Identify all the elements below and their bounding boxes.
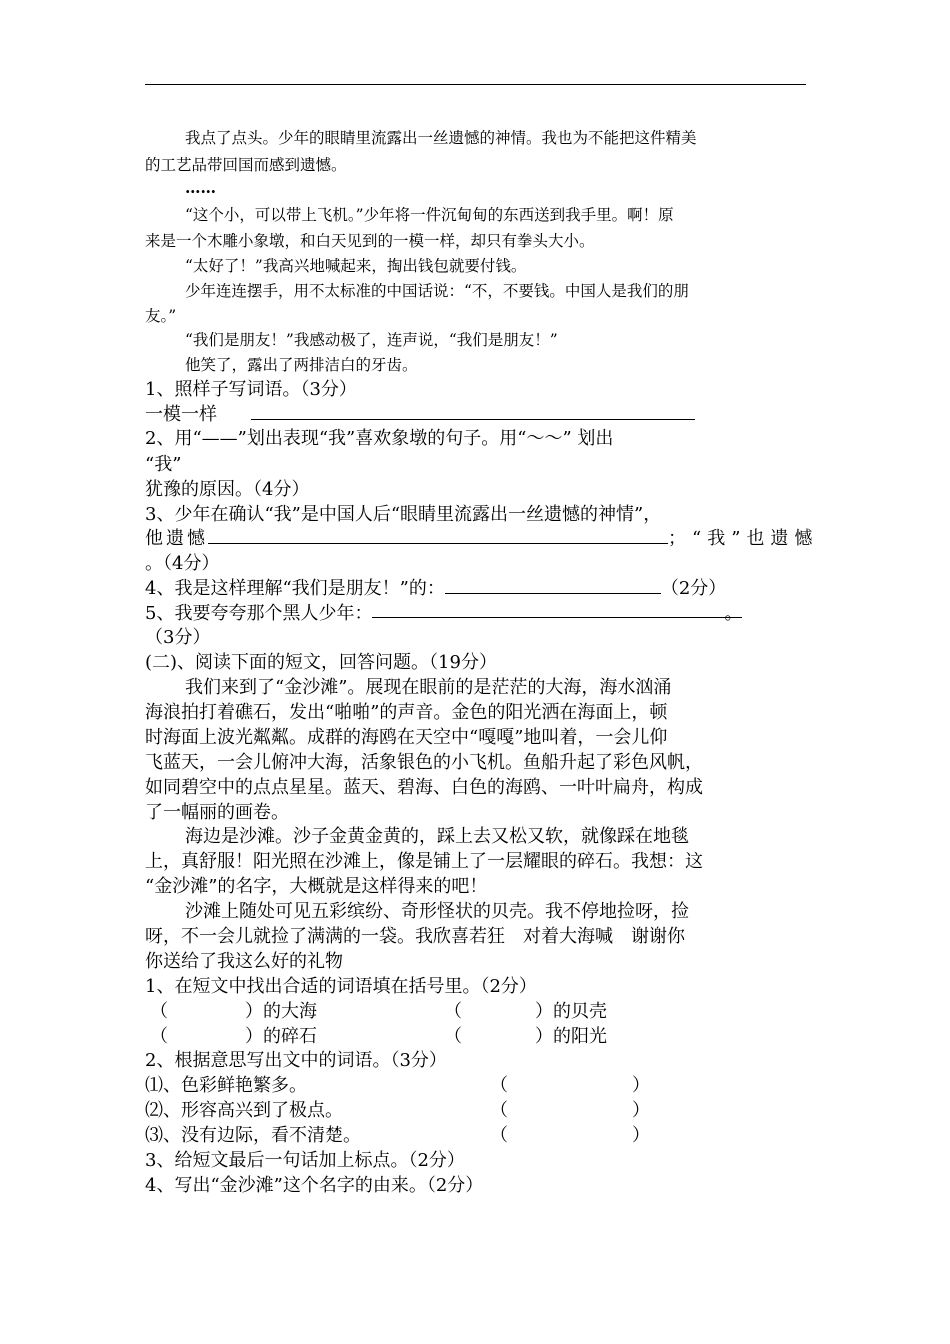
q4-answer-blank[interactable]	[445, 575, 661, 594]
q4-score: （2分）	[660, 578, 727, 599]
q1-answer-row	[145, 400, 806, 426]
q3-prefix: 他遗憾	[145, 528, 208, 549]
passage2-line: 如同碧空中的点点星星。蓝天、碧海、白色的海鸥、一叶叶扁舟，构成	[145, 777, 703, 798]
s2-q3-title: 3、给短文最后一句话加上标点。（2分）	[145, 1150, 465, 1171]
q1-title: 1、照样子写词语。（3分）	[145, 379, 357, 400]
fill-item[interactable]: ）的贝壳	[535, 1001, 607, 1022]
passage2-line: 沙滩上随处可见五彩缤纷、奇形怪状的贝壳。我不停地捡呀，捡	[185, 901, 689, 922]
fill-item[interactable]: ）的阳光	[535, 1026, 607, 1047]
passage1-line: “我们是朋友！”我感动极了，连声说，“我们是朋友！”	[185, 331, 558, 349]
q3-line: 3、少年在确认“我”是中国人后“眼睛里流露出一丝遗憾的神情”，	[145, 504, 662, 525]
passage1-line: “太好了！”我高兴地喊起来，掏出钱包就要付钱。	[185, 257, 527, 275]
ellipsis: ……	[185, 178, 216, 197]
q3-answer-row	[145, 524, 819, 550]
passage1-line: 他笑了，露出了两排洁白的牙齿。	[185, 356, 418, 374]
q3-mid: ；“我”也遗憾	[668, 528, 819, 549]
passage1-line: 的工艺品带回国而感到遗憾。	[145, 156, 347, 174]
paren-close[interactable]: ）	[632, 1125, 650, 1146]
passage2-line: 飞蓝天，一会儿俯冲大海，活象银色的小飞机。鱼船升起了彩色风帆，	[145, 752, 703, 773]
q2-line: 犹豫的原因。（4分）	[145, 479, 310, 500]
q1-example: 一模一样	[145, 404, 217, 425]
section2-title: (二)、阅读下面的短文，回答问题。（19分）	[145, 652, 497, 673]
paren-close[interactable]: ）	[632, 1100, 650, 1121]
header-rule	[145, 84, 806, 85]
s2-q2-item: ⑶、没有边际，看不清楚。	[145, 1125, 361, 1146]
paren-open: （	[150, 1026, 168, 1047]
q5-answer-blank[interactable]	[372, 599, 743, 624]
q5-score: （3分）	[145, 627, 211, 648]
passage1-line: 来是一个木雕小象墩，和白天见到的一模一样，却只有拳头大小。	[145, 232, 595, 250]
s2-q1-title: 1、在短文中找出合适的词语填在括号里。（2分）	[145, 976, 537, 997]
s2-q2-title: 2、根据意思写出文中的词语。（3分）	[145, 1050, 447, 1071]
passage1-line: 少年连连摆手，用不太标准的中国话说：“不，不要钱。中国人是我们的朋	[185, 282, 689, 300]
paren-open: （	[490, 1100, 508, 1121]
passage1-line: 我点了点头。少年的眼睛里流露出一丝遗憾的神情。我也为不能把这件精美	[185, 129, 697, 147]
s2-q2-item: ⑵、形容高兴到了极点。	[145, 1100, 343, 1121]
fill-item[interactable]: ）的大海	[245, 1001, 317, 1022]
paren-close[interactable]: ）	[632, 1075, 650, 1096]
passage2-line: 我们来到了“金沙滩”。展现在眼前的是茫茫的大海，海水汹涌	[185, 677, 672, 698]
passage1-line: “这个小，可以带上飞机。”少年将一件沉甸甸的东西送到我手里。啊！原	[185, 206, 674, 224]
q5-text: 5、我要夸夸那个黑人少年：	[145, 603, 373, 624]
paren-open: （	[444, 1001, 462, 1022]
fill-item[interactable]: ）的碎石	[245, 1026, 317, 1047]
q4-text: 4、我是这样理解“我们是朋友！”的：	[145, 578, 445, 599]
passage1-line: 友。”	[145, 307, 177, 325]
paren-open: （	[490, 1125, 508, 1146]
passage2-line: 上，真舒服！阳光照在沙滩上，像是铺上了一层耀眼的碎石。我想：这	[145, 851, 703, 872]
passage2-line: 海浪拍打着礁石，发出“啪啪”的声音。金色的阳光洒在海面上，顿	[145, 702, 668, 723]
passage2-line: “金沙滩”的名字，大概就是这样得来的吧！	[145, 876, 488, 897]
passage2-line: 你送给了我这么好的礼物	[145, 951, 343, 972]
paren-open: （	[150, 1001, 168, 1022]
q2-line: 2、用“——”划出表现“我”喜欢象墩的句子。用“～～” 划出	[145, 428, 614, 449]
s2-q4-title: 4、写出“金沙滩”这个名字的由来。（2分）	[145, 1175, 484, 1196]
paren-open: （	[490, 1075, 508, 1096]
q3-answer-blank[interactable]	[208, 525, 668, 544]
q5-end: 。	[724, 603, 743, 624]
q3-line: 。（4分）	[145, 553, 220, 574]
q1-answer-blank[interactable]	[251, 401, 695, 420]
passage2-line: 时海面上波光粼粼。成群的海鸥在天空中“嘎嘎”地叫着，一会儿仰	[145, 727, 668, 748]
passage2-line: 呀，不一会儿就捡了满满的一袋。我欣喜若狂 对着大海喊 谢谢你	[145, 926, 685, 947]
passage2-line: 海边是沙滩。沙子金黄金黄的，踩上去又松又软，就像踩在地毯	[185, 826, 689, 847]
s2-q2-item: ⑴、色彩鲜艳繁多。	[145, 1075, 307, 1096]
paren-open: （	[444, 1026, 462, 1047]
q2-line: “我”	[145, 454, 182, 475]
passage2-line: 了一幅丽的画卷。	[145, 802, 289, 823]
q4-row	[145, 574, 806, 600]
q5-row	[145, 599, 806, 625]
